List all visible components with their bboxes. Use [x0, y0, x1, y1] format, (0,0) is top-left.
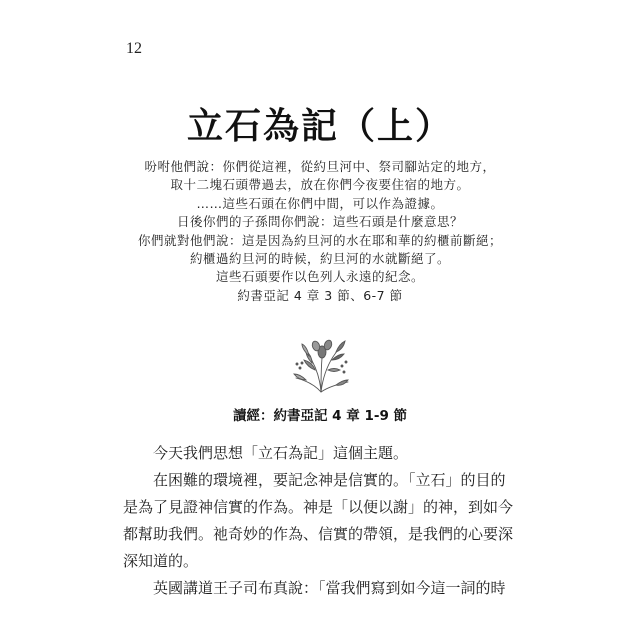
epigraph-line: 約櫃過約旦河的時候，約旦河的水就斷絕了。 [189, 251, 450, 267]
chapter-title: 立石為記（上） [186, 105, 453, 147]
epigraph-line: 取十二塊石頭帶過去，放在你們今夜要住宿的地方。 [170, 177, 470, 193]
body-line: 都幫助我們。祂奇妙的作為、信實的帶領，是我們的心要深 [123, 525, 514, 543]
epigraph [100, 158, 540, 305]
body-line: 今天我們思想「立石為記」這個主題。 [153, 444, 409, 462]
epigraph-line: 你們就對他們說：這是因為約旦河的水在耶和華的約櫃前斷絕； [137, 232, 502, 248]
page-number: 12 [126, 40, 142, 57]
epigraph-line: 吩咐他們說：你們從這裡，從約旦河中、祭司腳站定的地方， [144, 159, 496, 174]
botanical-sprig-icon [288, 330, 354, 396]
body-line: 深知道的。 [123, 552, 199, 570]
epigraph-line: 這些石頭要作以色列人永遠的紀念。 [215, 269, 424, 285]
body-line: 在困難的環境裡，要記念神是信實的。「立石」的目的 [153, 471, 506, 489]
body-line: 英國講道王子司布真說：「當我們寫到如今這一詞的時 [153, 579, 506, 597]
scripture-reading: 讀經：約書亞記 4 章 1-9 節 [232, 408, 408, 424]
epigraph-line: 日後你們的子孫問你們說：這些石頭是什麼意思？ [176, 214, 463, 230]
body-text [123, 440, 518, 602]
epigraph-line: ……這些石頭在你們中間，可以作為證據。 [196, 195, 444, 211]
epigraph-reference: 約書亞記 4 章 3 節、6-7 節 [237, 287, 403, 303]
body-line: 是為了見證神信實的作為。神是「以便以謝」的神，到如今 [123, 498, 514, 516]
